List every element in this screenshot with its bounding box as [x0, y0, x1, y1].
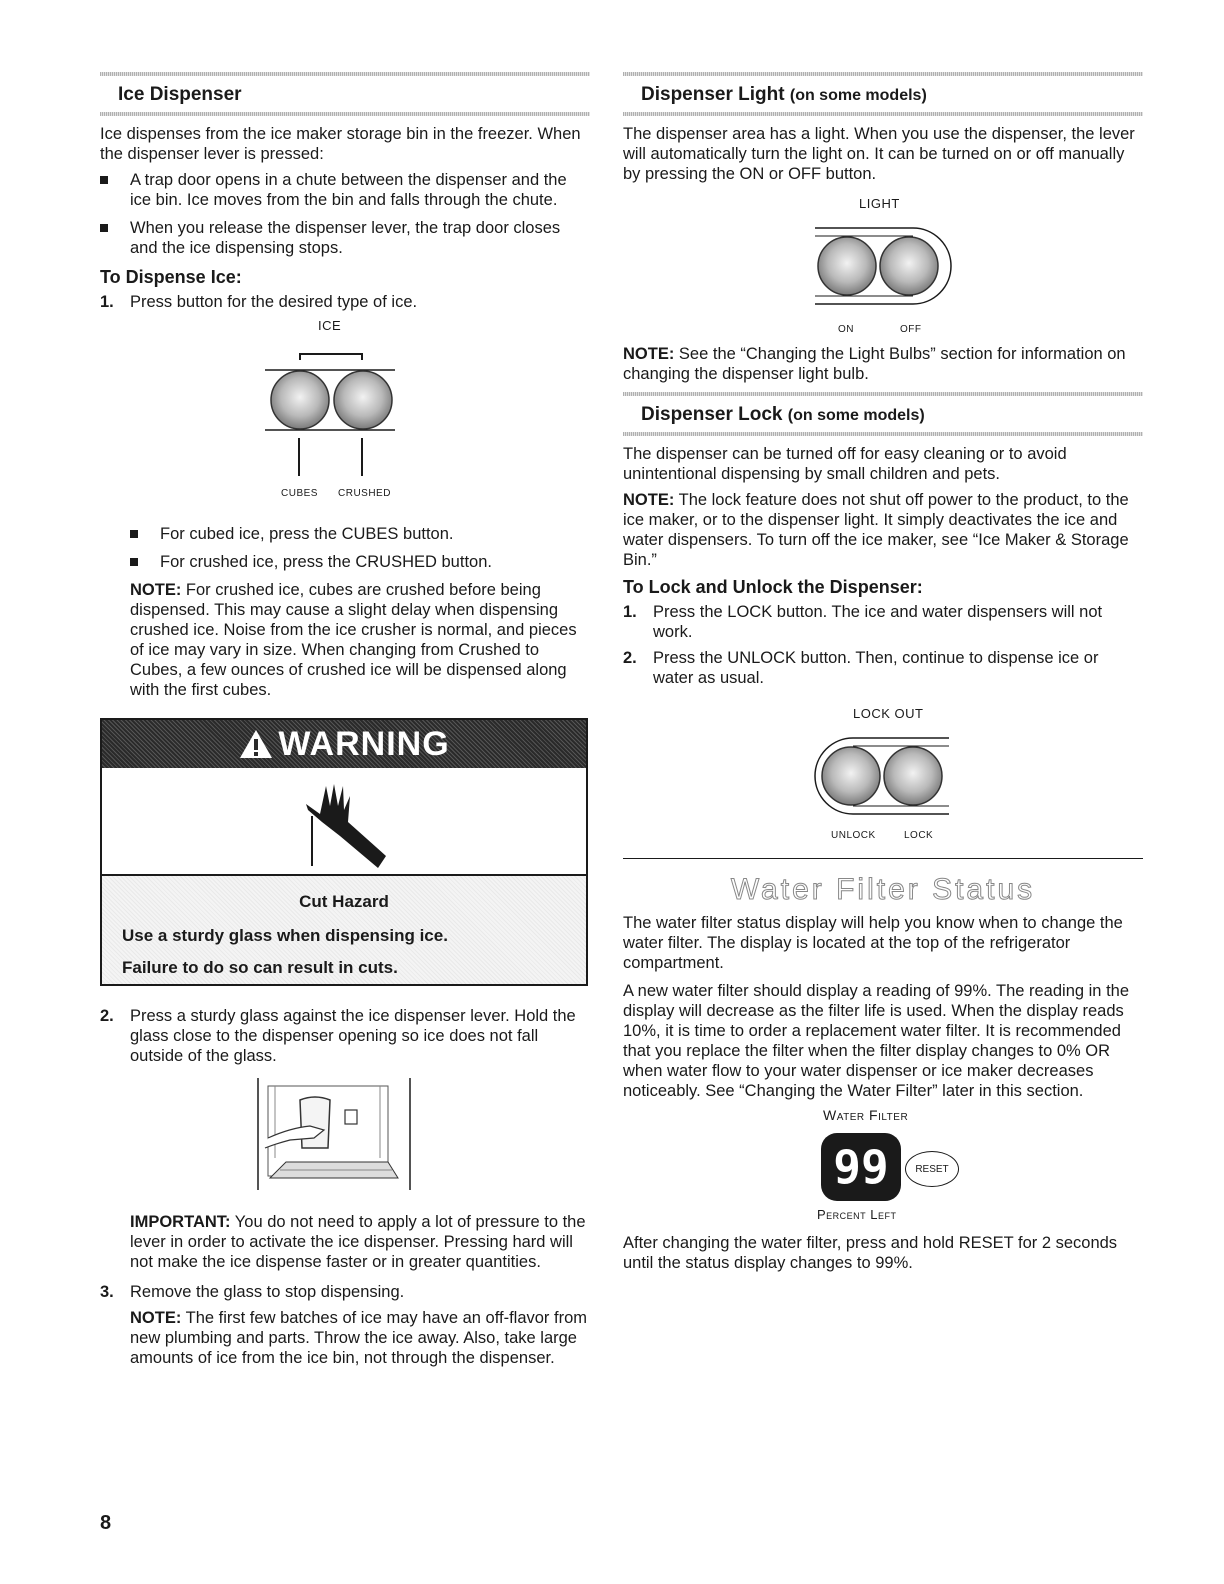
water-filter-text-2: A new water filter should display a reading of 99%. The reading in the display will decrease as the filter life is used. When the display reads 10%, it is time to order a replacement water filter. It is recommended that you replace the filter when the filter display changes to 0% OR when water flow to your water dispenser or ice maker decreases noticeably. See “Changing the Water Filter” later in this section.	[623, 982, 1130, 1100]
percent-left-fig-label: Percent Left	[817, 1207, 897, 1222]
left-column	[100, 72, 590, 700]
ice-dispenser-header	[100, 72, 590, 116]
list-item: For crushed ice, press the CRUSHED button.	[130, 552, 590, 572]
dispense-step-2: 2. Press a sturdy glass against the ice dispenser lever. Hold the glass close to the dispenser opening so ice does not fall outside of the glass.	[100, 1007, 576, 1065]
light-off-button-icon	[880, 237, 938, 295]
dispenser-lock-title: Dispenser Lock (on some models)	[641, 404, 925, 425]
light-buttons-figure	[623, 196, 1143, 344]
dispenser-light-header	[623, 72, 1143, 116]
dispenser-light-text: The dispenser area has a light. When you use the dispenser, the lever will automatically turn the light on. It can be turned on or off manually by pressing the ON or OFF button.	[623, 125, 1135, 183]
crushed-fig-label: CRUSHED	[338, 488, 391, 499]
list-item: A trap door opens in a chute between the dispenser and the ice bin. Ice moves from the bin and falls through the chute.	[100, 170, 590, 210]
list-item: For cubed ice, press the CUBES button.	[130, 524, 590, 544]
warning-body	[102, 876, 586, 984]
to-dispense-ice-heading: To Dispense Ice:	[100, 267, 242, 287]
ice-buttons-figure	[100, 318, 590, 518]
off-flavor-note: NOTE: The first few batches of ice may have an off-flavor from new plumbing and parts. Throw the ice away. Also, take large amounts of ice from the ice bin, not through the dispenser.	[130, 1309, 587, 1367]
light-buttons-diagram	[623, 196, 1143, 344]
water-filter-text-3: After changing the water filter, press and hold RESET for 2 seconds until the status display changes to 99%.	[623, 1234, 1118, 1272]
unlock-button-icon	[822, 747, 880, 805]
important-note: IMPORTANT: You do not need to apply a lot of pressure to the lever in order to activate the ice dispenser. Pressing hard will not make the ice dispense faster or in greater quantities.	[130, 1213, 586, 1271]
reset-button: RESET	[905, 1151, 959, 1187]
dispense-step-3: 3. Remove the glass to stop dispensing.	[100, 1283, 405, 1301]
lock-button-icon	[884, 747, 942, 805]
lock-fig-label: LOCK	[904, 830, 934, 841]
lock-unlock-heading: To Lock and Unlock the Dispenser:	[623, 577, 923, 597]
ice-dispenser-intro: Ice dispenses from the ice maker storage bin in the freezer. When the dispenser lever is pressed:	[100, 125, 581, 163]
ice-dispenser-bullets	[100, 170, 590, 258]
lock-step-2: 2. Press the UNLOCK button. Then, continue to dispense ice or water as usual.	[623, 649, 1099, 687]
lock-feature-note: NOTE: The lock feature does not shut off power to the product, to the ice maker, or to the dispenser light. It simply deactivates the ice and water dispensers. To turn off the ice maker, see “Ice Maker & Storage Bin.”	[623, 491, 1129, 569]
dispenser-light-title: Dispenser Light (on some models)	[641, 84, 927, 105]
cut-hand-icon	[102, 768, 586, 872]
dispenser-lock-text: The dispenser can be turned off for easy cleaning or to avoid unintentional dispensing by small children and pets.	[623, 445, 1067, 483]
water-filter-status-title: Water Filter Status	[730, 873, 1036, 906]
cut-hazard-text: Cut Hazard	[299, 892, 389, 911]
warning-triangle-icon	[238, 728, 274, 760]
bullet-icon	[130, 558, 138, 566]
bullet-icon	[130, 530, 138, 538]
bullet-icon	[100, 176, 108, 184]
lock-step-1: 1. Press the LOCK button. The ice and water dispensers will not work.	[623, 603, 1103, 641]
light-bulb-note: NOTE: See the “Changing the Light Bulbs” section for information on changing the dispenser light bulb.	[623, 345, 1126, 383]
crushed-button-icon	[334, 371, 392, 429]
section-divider	[623, 858, 1143, 859]
crushed-ice-note: NOTE: For crushed ice, cubes are crushed before being dispensed. This may cause a slight delay when dispensing crushed ice. Noise from the ice crusher is normal, and pieces of ice may vary in size. When changing from Crushed to Cubes, a few ounces of crushed ice will be dispensed along with the first cubes.	[130, 581, 577, 699]
lock-buttons-diagram	[623, 706, 1143, 854]
light-on-button-icon	[818, 237, 876, 295]
page-number: 8	[100, 1512, 112, 1534]
unlock-fig-label: UNLOCK	[831, 830, 876, 841]
dispenser-lock-header	[623, 392, 1143, 436]
light-fig-label: LIGHT	[859, 196, 900, 211]
water-filter-fig-label: Water Filter	[823, 1107, 909, 1123]
water-filter-figure	[623, 1107, 1143, 1233]
off-fig-label: OFF	[900, 324, 922, 335]
ice-dispenser-title: Ice Dispenser	[118, 84, 242, 105]
warning-header: WARNING	[102, 720, 586, 768]
left-column-lower	[100, 1002, 590, 1368]
ice-type-bullets	[130, 524, 590, 572]
water-filter-text-1: The water filter status display will help you know when to change the water filter. The display is located at the top of the refrigerator compartment.	[623, 914, 1123, 972]
warning-box	[100, 718, 588, 986]
right-column	[623, 72, 1143, 1273]
warning-line-1: Use a sturdy glass when dispensing ice.	[122, 926, 448, 945]
lock-out-fig-label: LOCK OUT	[853, 706, 924, 721]
warning-line-2: Failure to do so can result in cuts.	[122, 958, 398, 977]
lock-buttons-figure	[623, 706, 1143, 854]
cubes-button-icon	[271, 371, 329, 429]
ice-fig-label: ICE	[318, 318, 342, 333]
dispense-step-1: 1. Press button for the desired type of ice.	[100, 293, 418, 311]
bullet-icon	[100, 224, 108, 232]
filter-percent-display: 99	[821, 1133, 901, 1201]
glass-figure	[100, 1078, 590, 1198]
list-item: When you release the dispenser lever, the trap door closes and the ice dispensing stops.	[100, 218, 590, 258]
on-fig-label: ON	[838, 324, 854, 335]
warning-picture	[102, 768, 586, 876]
cubes-fig-label: CUBES	[281, 488, 318, 499]
glass-dispenser-illustration	[100, 1078, 590, 1198]
